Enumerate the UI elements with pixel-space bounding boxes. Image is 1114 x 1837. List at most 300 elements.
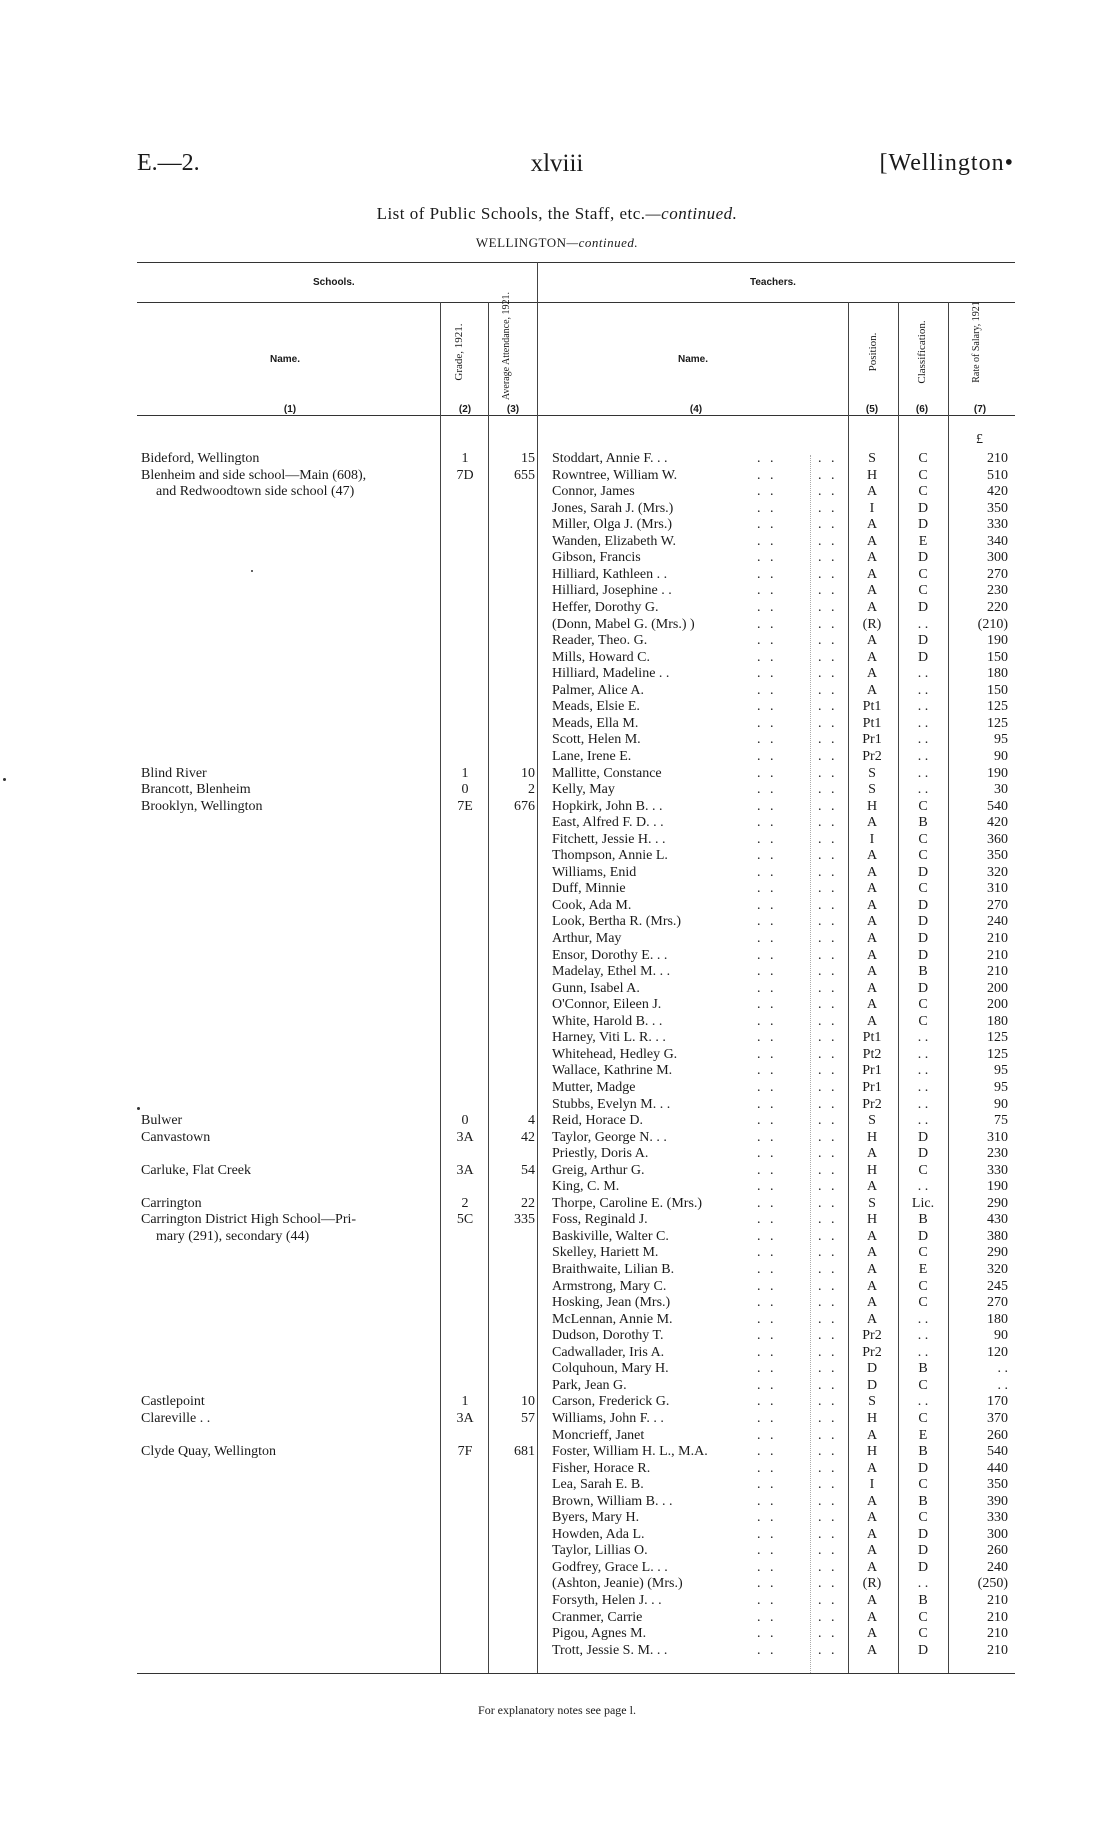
teacher-classification: C: [918, 1410, 928, 1426]
col-divider-5: [898, 302, 899, 1673]
page-number: xlviii: [530, 150, 584, 177]
teacher-name: Fitchett, Jessie H. . .: [552, 831, 666, 847]
page-subtitle: WELLINGTON—continued.: [475, 235, 639, 250]
teacher-classification: . .: [917, 1113, 929, 1128]
teacher-classification: D: [917, 1526, 929, 1542]
dot-leader: . .: [757, 864, 777, 880]
teacher-classification: . .: [917, 1079, 929, 1095]
teacher-name: Armstrong, Mary C.: [552, 1278, 667, 1294]
dot-leader: . .: [818, 1162, 838, 1178]
dot-leader: . .: [818, 1543, 838, 1559]
dot-leader: . .: [818, 1079, 838, 1095]
teacher-position: A: [866, 881, 878, 897]
teacher-name: Gibson, Francis: [552, 550, 641, 566]
col-num-7: (7): [973, 404, 987, 415]
teacher-classification: D: [917, 1642, 929, 1658]
teacher-name: King, C. M.: [552, 1179, 620, 1195]
teacher-classification: . .: [917, 616, 929, 632]
teacher-position: Pt2: [862, 1046, 882, 1062]
teacher-name: Mills, Howard C.: [552, 649, 650, 665]
teacher-salary: 270: [987, 897, 1008, 913]
dot-leader: . .: [757, 1427, 777, 1443]
teacher-name: (Ashton, Jeanie) (Mrs.): [552, 1576, 683, 1592]
teacher-classification: . .: [917, 1063, 929, 1079]
dot-leader: . .: [757, 1410, 777, 1426]
teacher-classification: . .: [917, 1046, 929, 1062]
dot-leader: . .: [757, 451, 777, 466]
teacher-classification: . .: [917, 748, 929, 764]
teacher-salary: . .: [997, 1361, 1008, 1377]
teacher-classification: D: [917, 914, 929, 930]
teacher-name: Reader, Theo. G.: [552, 633, 648, 648]
school-name: Carrington: [141, 1195, 202, 1211]
teacher-name: Jones, Sarah J. (Mrs.): [552, 500, 674, 516]
teacher-position: A: [866, 633, 878, 648]
dot-leader: . .: [818, 500, 838, 516]
teacher-salary: 420: [987, 815, 1008, 831]
teacher-classification: C: [918, 566, 928, 582]
school-name: Blind River: [141, 765, 207, 781]
teacher-salary: 95: [994, 732, 1008, 748]
dot-leader: . .: [757, 1642, 777, 1658]
teacher-name: Foss, Reginald J.: [552, 1212, 648, 1228]
teacher-name: Brown, William B. . .: [552, 1493, 673, 1509]
dot-leader: . .: [757, 765, 777, 781]
teacher-salary: 510: [987, 467, 1008, 483]
dot-leader: . .: [818, 1593, 838, 1608]
teacher-classification: B: [918, 964, 928, 980]
dot-leader: . .: [818, 649, 838, 665]
teacher-name: Reid, Horace D.: [552, 1113, 643, 1128]
teacher-salary: 170: [987, 1394, 1008, 1410]
dot-leader: . .: [818, 1295, 838, 1311]
teacher-position: A: [866, 649, 878, 665]
teacher-position: A: [866, 1460, 878, 1476]
teacher-salary: 150: [987, 682, 1008, 698]
teacher-position: A: [866, 682, 878, 698]
teacher-salary: 125: [987, 699, 1008, 715]
teacher-salary: 180: [987, 1013, 1008, 1029]
col-divider-1: [440, 302, 441, 1673]
teacher-position: A: [866, 815, 878, 831]
dot-leader: . .: [818, 715, 838, 731]
teacher-position: (R): [862, 616, 882, 632]
teacher-salary: 240: [987, 914, 1008, 930]
teacher-name: Palmer, Alice A.: [552, 682, 644, 698]
school-name: Blenheim and side school—Main (608),: [141, 467, 367, 483]
teacher-position: Pr1: [862, 732, 882, 748]
teacher-classification: B: [918, 1593, 928, 1608]
dot-leader: . .: [818, 864, 838, 880]
teacher-classification: B: [918, 1212, 928, 1228]
teacher-salary: 190: [987, 633, 1008, 648]
dot-leader: . .: [757, 1030, 777, 1046]
dot-leader: . .: [757, 1146, 777, 1162]
teacher-salary: 90: [994, 1096, 1008, 1112]
school-grade: 1: [461, 1394, 469, 1410]
teacher-position: A: [866, 914, 878, 930]
dot-leader: . .: [818, 897, 838, 913]
dot-leader: . .: [757, 1576, 777, 1592]
teacher-position: A: [866, 1626, 878, 1641]
dot-leader: . .: [818, 881, 838, 897]
teacher-position: H: [866, 1162, 878, 1178]
school-attendance: 10: [521, 765, 535, 781]
teacher-salary: 210: [987, 931, 1008, 946]
teacher-position: A: [866, 1593, 878, 1608]
school-grade: 5C: [456, 1212, 474, 1228]
teacher-classification: . .: [917, 1344, 929, 1360]
attendance-header: Average Attendance, 1921.: [501, 291, 512, 401]
teacher-position: (R): [862, 1576, 882, 1592]
teacher-classification: C: [918, 1013, 928, 1029]
teacher-name: Cranmer, Carrie: [552, 1609, 643, 1625]
dot-leader: . .: [757, 1460, 777, 1476]
teacher-classification: D: [917, 550, 929, 566]
school-grade: 3A: [456, 1410, 474, 1426]
section-name: [Wellington•: [879, 150, 1014, 176]
dot-leader: . .: [818, 1361, 838, 1377]
dot-leader: . .: [757, 964, 777, 980]
teacher-classification: D: [917, 1559, 929, 1575]
school-name: and Redwoodtown side school (47): [156, 484, 355, 500]
teachers-group-header: Teachers.: [750, 277, 796, 288]
position-header: Position.: [867, 332, 879, 372]
teacher-position: A: [866, 517, 878, 533]
dot-leader: . .: [818, 1460, 838, 1476]
school-attendance: 676: [514, 798, 535, 814]
teacher-salary: 290: [987, 1195, 1008, 1211]
teacher-name: Godfrey, Grace L. . .: [552, 1559, 668, 1575]
teacher-classification: C: [918, 484, 928, 500]
dot-leader: . .: [818, 1410, 838, 1426]
dot-leader: . .: [757, 1245, 777, 1261]
teacher-classification: C: [918, 831, 928, 847]
dot-leader: . .: [757, 798, 777, 814]
dot-leader: . .: [757, 1344, 777, 1360]
dot-leader: . .: [818, 798, 838, 814]
school-name: Carluke, Flat Creek: [141, 1162, 252, 1178]
dot-leader: . .: [757, 1394, 777, 1410]
dot-leader: . .: [757, 1311, 777, 1327]
dot-leader: . .: [757, 666, 777, 682]
teacher-classification: Lic.: [911, 1195, 935, 1211]
teacher-classification: C: [918, 798, 928, 814]
dot-leader: . .: [818, 964, 838, 980]
dot-leader: . .: [818, 765, 838, 781]
dot-leader: . .: [757, 931, 777, 946]
teacher-position: S: [868, 451, 876, 466]
teacher-name: Carson, Frederick G.: [552, 1394, 670, 1410]
dot-leader: . .: [818, 1444, 838, 1459]
teacher-name: Wallace, Kathrine M.: [552, 1063, 673, 1079]
teacher-name: O'Connor, Eileen J.: [552, 997, 662, 1013]
dot-leader: . .: [757, 1162, 777, 1178]
school-attendance: 10: [521, 1394, 535, 1410]
teacher-salary: 210: [987, 1642, 1008, 1658]
teacher-salary: . .: [997, 1377, 1008, 1393]
dot-leader: . .: [757, 1477, 777, 1493]
teacher-name: Forsyth, Helen J. . .: [552, 1593, 662, 1608]
dot-leader: . .: [757, 1559, 777, 1575]
teacher-classification: D: [917, 600, 929, 615]
school-attendance: 4: [528, 1113, 535, 1128]
dot-leader: . .: [757, 1129, 777, 1145]
dot-leader: . .: [818, 1063, 838, 1079]
teacher-classification: C: [918, 1510, 928, 1526]
teacher-position: A: [866, 864, 878, 880]
page-ref: E.—2.: [137, 150, 200, 176]
teacher-name: Braithwaite, Lilian B.: [552, 1262, 675, 1277]
col-num-2: (2): [458, 404, 472, 415]
col-num-6: (6): [915, 404, 929, 415]
teacher-position: D: [866, 1361, 878, 1377]
teacher-salary: 350: [987, 1477, 1008, 1493]
teacher-classification: C: [918, 1377, 928, 1393]
teacher-salary: 90: [994, 1328, 1008, 1344]
dot-leader: . .: [757, 1444, 777, 1459]
teacher-name: Harney, Viti L. R. . .: [552, 1030, 666, 1046]
teacher-name: Moncrieff, Janet: [552, 1427, 645, 1443]
teacher-salary: 340: [987, 533, 1008, 549]
teacher-name: Howden, Ada L.: [552, 1526, 645, 1542]
teacher-position: A: [866, 484, 878, 500]
dot-leader: . .: [818, 1626, 838, 1641]
teacher-name: Colquhoun, Mary H.: [552, 1361, 669, 1377]
teacher-position: Pr2: [862, 1328, 882, 1344]
teacher-name: Kelly, May: [552, 782, 615, 797]
table-top-rule: [137, 262, 1015, 263]
dot-leader: . .: [818, 533, 838, 549]
teacher-position: Pr2: [862, 1096, 882, 1112]
dot-leader: . .: [818, 748, 838, 764]
teacher-classification: C: [918, 1477, 928, 1493]
dot-leader: . .: [757, 699, 777, 715]
teacher-classification: E: [918, 533, 928, 549]
dot-leader: . .: [818, 1179, 838, 1195]
teacher-classification: C: [918, 997, 928, 1013]
dot-leader: . .: [818, 484, 838, 500]
dot-leader: . .: [757, 533, 777, 549]
teacher-name: Fisher, Horace R.: [552, 1460, 651, 1476]
teacher-name: Taylor, Lillias O.: [552, 1543, 648, 1559]
school-grade: 7E: [457, 798, 473, 814]
dot-leader: . .: [818, 1377, 838, 1393]
teacher-position: H: [866, 1444, 878, 1459]
teacher-position: H: [866, 1212, 878, 1228]
teacher-classification: D: [917, 500, 929, 516]
teacher-position: A: [866, 980, 878, 996]
dot-leader: . .: [818, 1394, 838, 1410]
dot-leader: . .: [757, 782, 777, 797]
teacher-position: A: [866, 1493, 878, 1509]
dot-leader: . .: [818, 1510, 838, 1526]
school-grade: 0: [461, 782, 469, 797]
teacher-salary: 190: [987, 765, 1008, 781]
col-num-1: (1): [283, 404, 297, 415]
teacher-salary: 330: [987, 517, 1008, 533]
teacher-salary: 540: [987, 798, 1008, 814]
teacher-name: Foster, William H. L., M.A.: [552, 1444, 708, 1459]
teacher-position: A: [866, 1559, 878, 1575]
teacher-salary: 320: [987, 1262, 1008, 1277]
teacher-salary: 380: [987, 1228, 1008, 1244]
dot-leader: . .: [757, 649, 777, 665]
dot-leader: . .: [818, 699, 838, 715]
teacher-classification: C: [918, 467, 928, 483]
teacher-classification: C: [918, 1162, 928, 1178]
teacher-salary: 210: [987, 1593, 1008, 1608]
dot-leader: . .: [757, 600, 777, 615]
school-attendance: 335: [514, 1212, 535, 1228]
dot-leader: . .: [818, 1096, 838, 1112]
school-name: mary (291), secondary (44): [156, 1228, 310, 1244]
teacher-salary: 260: [987, 1427, 1008, 1443]
dot-leader: . .: [757, 1510, 777, 1526]
teacher-salary: 260: [987, 1543, 1008, 1559]
teacher-position: A: [866, 583, 878, 599]
dot-leader: . .: [757, 997, 777, 1013]
school-name: Brooklyn, Wellington: [141, 798, 263, 814]
teacher-classification: . .: [917, 1179, 929, 1195]
teacher-salary: 120: [987, 1344, 1008, 1360]
dot-leader: . .: [757, 633, 777, 648]
teacher-salary: 210: [987, 451, 1008, 466]
teacher-name: Cadwallader, Iris A.: [552, 1344, 665, 1360]
dot-leader: . .: [818, 1493, 838, 1509]
school-attendance: 42: [521, 1129, 535, 1145]
school-attendance: 655: [514, 467, 535, 483]
teacher-name: Lane, Irene E.: [552, 748, 632, 764]
teacher-salary: 290: [987, 1245, 1008, 1261]
teacher-classification: . .: [917, 732, 929, 748]
teacher-name: Look, Bertha R. (Mrs.): [552, 914, 682, 930]
school-grade: 1: [461, 451, 469, 466]
teacher-salary: 210: [987, 964, 1008, 980]
teacher-classification: . .: [917, 1394, 929, 1410]
dot-leader: . .: [818, 666, 838, 682]
teacher-salary: 95: [994, 1079, 1008, 1095]
school-name: Brancott, Blenheim: [141, 782, 251, 797]
teacher-classification: C: [918, 1245, 928, 1261]
dot-leader: . .: [757, 1113, 777, 1128]
teacher-position: A: [866, 600, 878, 615]
teacher-position: S: [868, 1113, 876, 1128]
dot-leader: . .: [818, 1344, 838, 1360]
teacher-salary: 75: [994, 1113, 1008, 1128]
dot-leader: . .: [818, 1576, 838, 1592]
teacher-position: A: [866, 1609, 878, 1625]
teacher-salary: 350: [987, 500, 1008, 516]
schools-group-header: Schools.: [313, 277, 355, 288]
teacher-position: H: [866, 1129, 878, 1145]
dot-leader: . .: [818, 1212, 838, 1228]
teacher-salary: 220: [987, 600, 1008, 615]
teacher-name: Connor, James: [552, 484, 635, 500]
teacher-position: Pr2: [862, 748, 882, 764]
teacher-classification: D: [917, 649, 929, 665]
dot-leader: . .: [818, 1013, 838, 1029]
dot-leader: . .: [818, 1526, 838, 1542]
teacher-classification: B: [918, 1361, 928, 1377]
column-header-rule: [137, 415, 1015, 416]
dot-leader: . .: [818, 732, 838, 748]
teacher-classification: D: [917, 864, 929, 880]
dot-leader: . .: [818, 467, 838, 483]
teacher-name: Park, Jean G.: [552, 1377, 627, 1393]
dot-leader: . .: [818, 1129, 838, 1145]
teacher-classification: B: [918, 1493, 928, 1509]
teacher-salary: 230: [987, 1146, 1008, 1162]
teacher-name: Stubbs, Evelyn M. . .: [552, 1096, 671, 1112]
dot-leader: . .: [818, 1328, 838, 1344]
teacher-classification: . .: [917, 699, 929, 715]
teacher-salary: 270: [987, 566, 1008, 582]
teacher-name: Whitehead, Hedley G.: [552, 1046, 678, 1062]
teacher-position: A: [866, 1427, 878, 1443]
teacher-name: Gunn, Isabel A.: [552, 980, 640, 996]
school-grade: 7D: [456, 467, 474, 483]
dot-leader: . .: [818, 931, 838, 946]
dot-leader: . .: [818, 451, 838, 466]
teacher-classification: D: [917, 1460, 929, 1476]
teacher-position: A: [866, 1642, 878, 1658]
print-speck: [3, 778, 6, 781]
teacher-name: Priestly, Doris A.: [552, 1146, 649, 1162]
teacher-name: Byers, Mary H.: [552, 1510, 640, 1526]
dot-leader: . .: [818, 1609, 838, 1625]
dot-leader: . .: [757, 831, 777, 847]
dot-leader: . .: [757, 881, 777, 897]
teacher-salary: 210: [987, 947, 1008, 963]
teacher-salary: 270: [987, 1295, 1008, 1311]
teacher-position: Pr2: [862, 1344, 882, 1360]
teacher-name: (Donn, Mabel G. (Mrs.) ): [552, 616, 695, 632]
teacher-salary: 370: [987, 1410, 1008, 1426]
teacher-name: Rowntree, William W.: [552, 467, 678, 483]
dot-leader: . .: [757, 1046, 777, 1062]
teacher-position: A: [866, 897, 878, 913]
teacher-salary: 360: [987, 831, 1008, 847]
teacher-salary: 540: [987, 1444, 1008, 1459]
school-grade: 3A: [456, 1162, 474, 1178]
teacher-position: A: [866, 566, 878, 582]
dot-leader: . .: [757, 1295, 777, 1311]
teacher-position: A: [866, 550, 878, 566]
teacher-name: Greig, Arthur G.: [552, 1162, 645, 1178]
dot-leader: . .: [818, 682, 838, 698]
teacher-salary: 180: [987, 666, 1008, 682]
teacher-position: Pr1: [862, 1079, 882, 1095]
teacher-salary: 125: [987, 1030, 1008, 1046]
teacher-name: Thorpe, Caroline E. (Mrs.): [552, 1195, 703, 1211]
teacher-position: H: [866, 1410, 878, 1426]
teacher-salary: 200: [987, 997, 1008, 1013]
teacher-position: Pt1: [862, 715, 882, 731]
teacher-classification: . .: [917, 682, 929, 698]
col-divider-4: [848, 302, 849, 1673]
table-bottom-rule: [137, 1673, 1015, 1674]
teacher-name: Pigou, Agnes M.: [552, 1626, 647, 1641]
dot-leader: . .: [757, 517, 777, 533]
dot-leader: . .: [818, 1477, 838, 1493]
school-name: Clareville . .: [141, 1410, 211, 1426]
teacher-salary: 350: [987, 848, 1008, 864]
dot-leader: . .: [818, 1195, 838, 1211]
school-grade: 3A: [456, 1129, 474, 1145]
teacher-classification: D: [917, 947, 929, 963]
teacher-classification: E: [918, 1427, 928, 1443]
